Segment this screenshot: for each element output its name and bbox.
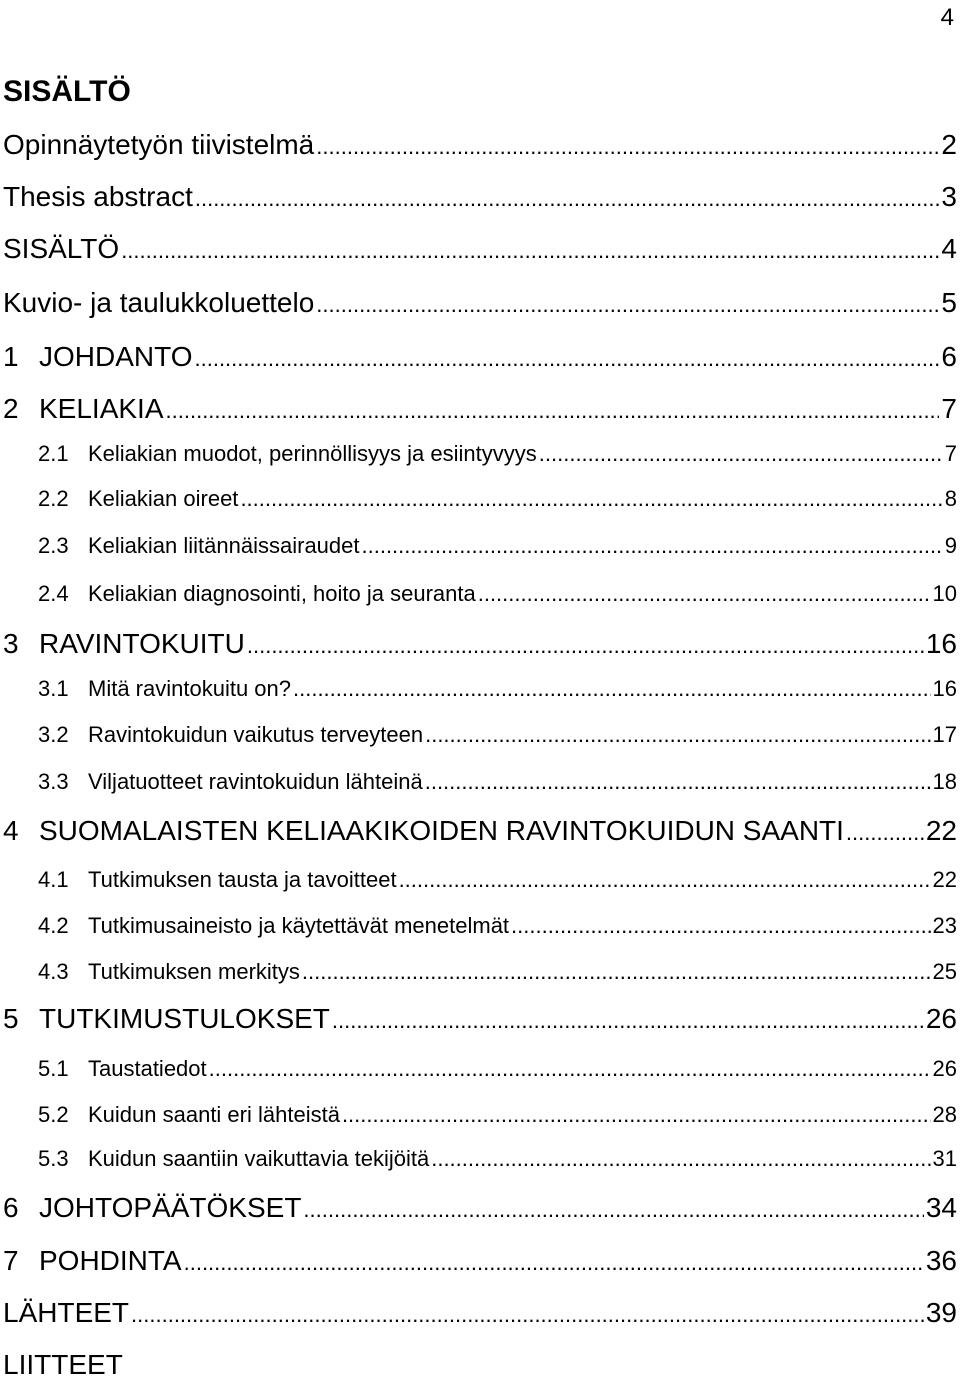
toc-entry-page: 18 [932,769,957,794]
toc-entry-title: Ravintokuidun vaikutus terveyteen [88,722,424,747]
toc-dot-leader [362,530,943,562]
toc-entry-number: 4 [3,815,19,846]
toc-entry-page: 39 [925,1297,957,1328]
toc-entry-title: Thesis abstract [3,181,193,212]
toc-dot-leader [166,390,940,428]
toc-entry-number: 2.2 [38,486,69,511]
toc-entry-number: 1 [3,341,19,372]
toc-entry-number: 3.1 [38,676,69,701]
toc-entry-title: LÄHTEET [3,1297,130,1328]
toc-entry-number: 5.1 [38,1056,69,1081]
toc-dot-leader [478,578,931,610]
toc-entry-number: 4.3 [38,959,69,984]
page-title: SISÄLTÖ [3,75,131,108]
toc-entry-page: 2 [941,129,957,160]
toc-entry[interactable] [38,578,957,610]
toc-entry-title: KELIAKIA [39,393,164,424]
toc-dot-leader [247,625,924,663]
toc-dot-leader [121,230,939,268]
toc-entry-title: Taustatiedot [88,1056,207,1081]
toc-entry-title: Tutkimuksen merkitys [88,959,300,984]
toc-dot-leader [846,812,924,850]
toc-entry-title: Opinnäytetyön tiivistelmä [3,129,315,160]
toc-entry[interactable] [38,1143,957,1175]
toc-entry-page: 31 [932,1146,957,1171]
toc-entry-number: 5 [3,1003,19,1034]
toc-entry-page: 7 [944,441,957,466]
toc-entry-title: POHDINTA [39,1245,182,1276]
toc-entry[interactable] [38,956,957,988]
toc-entry-title: SUOMALAISTEN KELIAAKIKOIDEN RAVINTOKUIDUN SAANTI [39,815,844,846]
toc-entry-page: 16 [932,676,957,701]
toc-entry-title: LIITTEET [3,1349,123,1380]
toc-entry-page: 23 [932,913,957,938]
toc-entry-page: 22 [925,815,957,846]
toc-dot-leader [342,1099,931,1131]
toc-entry-title: Mitä ravintokuitu on? [88,676,291,701]
toc-entry-number: 3 [3,628,19,659]
toc-dot-leader [511,910,930,942]
toc-entry-number: 5.2 [38,1102,69,1127]
toc-entry-title: TUTKIMUSTULOKSET [39,1003,330,1034]
toc-dot-leader [184,1242,924,1280]
toc-dot-leader [240,483,942,515]
toc-entry[interactable] [38,1099,957,1131]
toc-dot-leader [195,178,940,216]
toc-entry-page: 16 [925,628,957,659]
toc-entry-page: 28 [932,1102,957,1127]
toc-entry-number: 2.1 [38,441,69,466]
toc-dot-leader [425,719,930,751]
toc-entry[interactable] [38,438,957,470]
toc-entry[interactable] [3,1000,957,1038]
toc-dot-leader [332,1000,924,1038]
toc-entry-title: Keliakian oireet [88,486,239,511]
toc-entry-page: 4 [941,233,957,264]
toc-entry-page: 8 [944,486,957,511]
toc-entry-page: 26 [932,1056,957,1081]
toc-entry[interactable] [3,230,957,268]
toc-entry-page: 9 [944,533,957,558]
toc-entry[interactable] [38,719,957,751]
toc-entry-page: 5 [941,287,957,318]
toc-entry-number: 2 [3,393,19,424]
toc-entry-title: JOHDANTO [39,341,193,372]
toc-entry[interactable] [38,910,957,942]
toc-entry[interactable] [38,483,957,515]
toc-entry-page: 17 [932,722,957,747]
toc-entry-number: 3.3 [38,769,69,794]
toc-entry-number: 5.3 [38,1146,69,1171]
toc-entry-title: RAVINTOKUITU [39,628,245,659]
toc-dot-leader [302,956,931,988]
toc-entry[interactable] [38,673,957,705]
toc-entry-title: Kuvio- ja taulukkoluettelo [3,287,315,318]
toc-entry[interactable] [38,530,957,562]
toc-entry-page: 10 [932,581,957,606]
toc-entry[interactable] [3,1294,957,1332]
toc-dot-leader [131,1294,924,1332]
toc-entry-number: 4.2 [38,913,69,938]
toc-dot-leader [303,1189,923,1227]
toc-entry-number: 2.3 [38,533,69,558]
toc-entry-title: Kuidun saantiin vaikuttavia tekijöitä [88,1146,430,1171]
toc-entry-number: 7 [3,1245,19,1276]
toc-entry[interactable] [3,1242,957,1280]
toc-entry-number: 4.1 [38,867,69,892]
toc-entry-page: 36 [925,1245,957,1276]
toc-dot-leader [316,284,939,322]
toc-entry[interactable] [3,284,957,322]
toc-entry-title: Keliakian muodot, perinnöllisyys ja esiintyvyys [88,441,537,466]
toc-dot-leader [195,338,940,376]
toc-entry-page: 34 [925,1192,957,1223]
toc-dot-leader [316,126,939,164]
toc-entry-page: 3 [941,181,957,212]
page-number: 4 [940,4,954,31]
toc-entry-title: Tutkimusaineisto ja käytettävät menetelmät [88,913,510,938]
toc-dot-leader [209,1053,931,1085]
toc-entry-title: Tutkimuksen tausta ja tavoitteet [88,867,397,892]
toc-entry-page: 25 [932,959,957,984]
toc-entry-title: Keliakian liitännäissairaudet [88,533,360,558]
toc-entry-title: SISÄLTÖ [3,233,120,264]
toc-entry-title: Keliakian diagnosointi, hoito ja seuranta [88,581,476,606]
toc-entry-page: 6 [941,341,957,372]
toc-entry[interactable] [3,178,957,216]
toc-entry-number: 6 [3,1192,19,1223]
toc-entry-title: JOHTOPÄÄTÖKSET [39,1192,302,1223]
toc-entry[interactable] [3,390,957,428]
toc-dot-leader [293,673,931,705]
toc-entry-title: Viljatuotteet ravintokuidun lähteinä [88,769,423,794]
toc-dot-leader [431,1143,930,1175]
toc-entry[interactable] [38,766,957,798]
toc-entry-number: 3.2 [38,722,69,747]
toc-entry[interactable] [3,1189,957,1227]
toc-dot-leader [399,864,931,896]
toc-entry[interactable] [38,1053,957,1085]
toc-dot-leader [425,766,931,798]
toc-entry-page: 22 [932,867,957,892]
toc-entry[interactable] [3,812,957,850]
toc-entry-number: 2.4 [38,581,69,606]
toc-entry-page: 26 [925,1003,957,1034]
toc-entry[interactable] [3,338,957,376]
toc-entry[interactable] [3,126,957,164]
toc-entry[interactable] [3,625,957,663]
toc-entry[interactable] [3,1346,123,1384]
toc-entry-page: 7 [941,393,957,424]
toc-dot-leader [539,438,943,470]
toc-entry-title: Kuidun saanti eri lähteistä [88,1102,340,1127]
toc-entry[interactable] [38,864,957,896]
